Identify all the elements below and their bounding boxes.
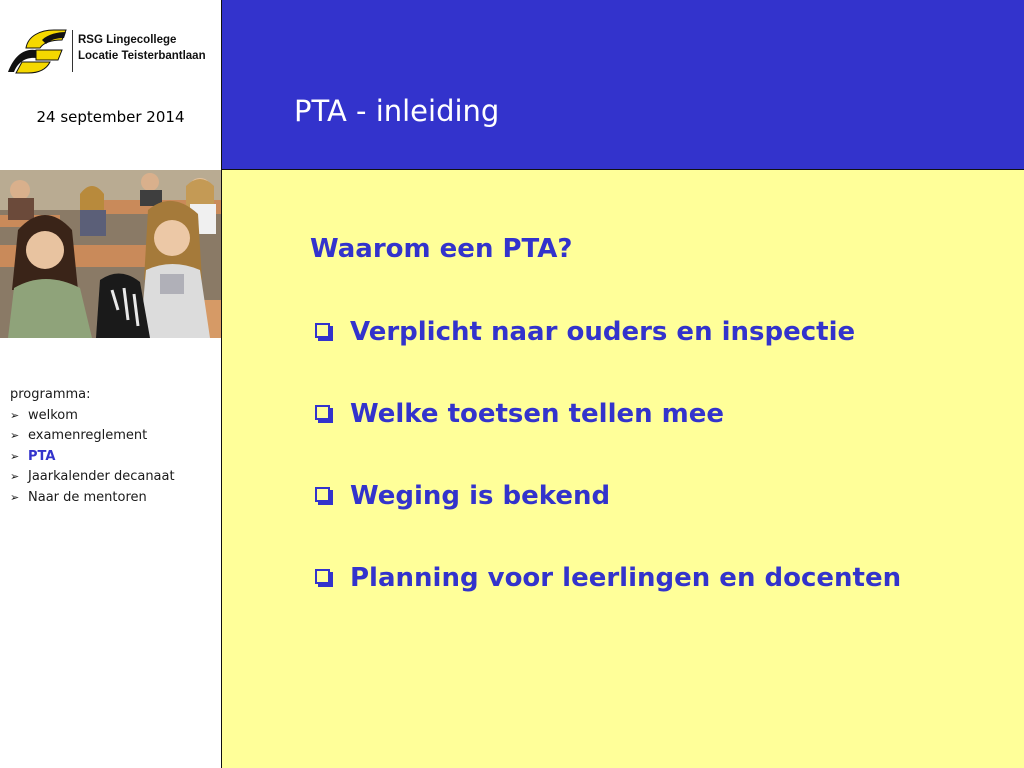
school-name: RSG Lingecollege bbox=[78, 34, 177, 46]
agenda-item-label: welkom bbox=[28, 407, 78, 423]
content-heading: Waarom een PTA? bbox=[310, 234, 573, 264]
content-panel bbox=[221, 170, 1024, 768]
bullet-point-text: Welke toetsen tellen mee bbox=[350, 399, 725, 429]
logo-divider bbox=[72, 30, 73, 72]
content-body bbox=[310, 230, 1010, 640]
logo-text bbox=[78, 32, 206, 64]
arrow-bullet-icon: ➢ bbox=[10, 429, 20, 442]
bullet-point bbox=[310, 394, 1010, 434]
arrow-bullet-icon: ➢ bbox=[10, 490, 20, 504]
sidebar bbox=[0, 0, 221, 768]
agenda-item-jaarkalender-decanaat bbox=[10, 467, 218, 488]
square-bullet-icon bbox=[315, 405, 330, 420]
arrow-bullet-icon: ➢ bbox=[10, 408, 20, 422]
agenda-item-examenreglement bbox=[10, 426, 218, 447]
bullet-point-text: Verplicht naar ouders en inspectie bbox=[350, 317, 856, 347]
title-bar bbox=[221, 0, 1024, 170]
arrow-bullet-icon: ➢ bbox=[10, 449, 20, 463]
agenda-item-pta bbox=[10, 447, 218, 468]
bullet-point-text: Weging is bekend bbox=[350, 481, 611, 511]
presentation-date: 24 september 2014 bbox=[36, 108, 185, 126]
agenda-item-label: Jaarkalender decanaat bbox=[28, 469, 175, 484]
classroom-photo bbox=[0, 170, 222, 338]
agenda-item-naar-de-mentoren bbox=[10, 488, 218, 509]
agenda-list bbox=[10, 406, 218, 509]
bullet-point bbox=[310, 558, 1010, 598]
bullet-point-text: Planning voor leerlingen en docenten bbox=[350, 563, 902, 593]
agenda bbox=[10, 385, 218, 508]
slide-title: PTA - inleiding bbox=[294, 94, 500, 128]
school-location: Locatie Teisterbantlaan bbox=[78, 50, 206, 62]
arrow-bullet-icon: ➢ bbox=[10, 470, 20, 483]
square-bullet-icon bbox=[315, 569, 330, 584]
agenda-item-welkom bbox=[10, 406, 218, 427]
school-logo bbox=[6, 28, 218, 76]
classroom-photo-image bbox=[0, 170, 222, 338]
bullet-point bbox=[310, 312, 1010, 352]
logo-emblem-icon bbox=[6, 28, 68, 74]
bullet-point bbox=[310, 476, 1010, 516]
square-bullet-icon bbox=[315, 323, 330, 338]
square-bullet-icon bbox=[315, 487, 330, 502]
agenda-item-label: Naar de mentoren bbox=[28, 489, 147, 505]
bullet-list bbox=[310, 312, 1010, 598]
agenda-item-label: PTA bbox=[28, 448, 56, 464]
agenda-heading: programma: bbox=[10, 387, 91, 402]
agenda-item-label: examenreglement bbox=[28, 428, 148, 443]
